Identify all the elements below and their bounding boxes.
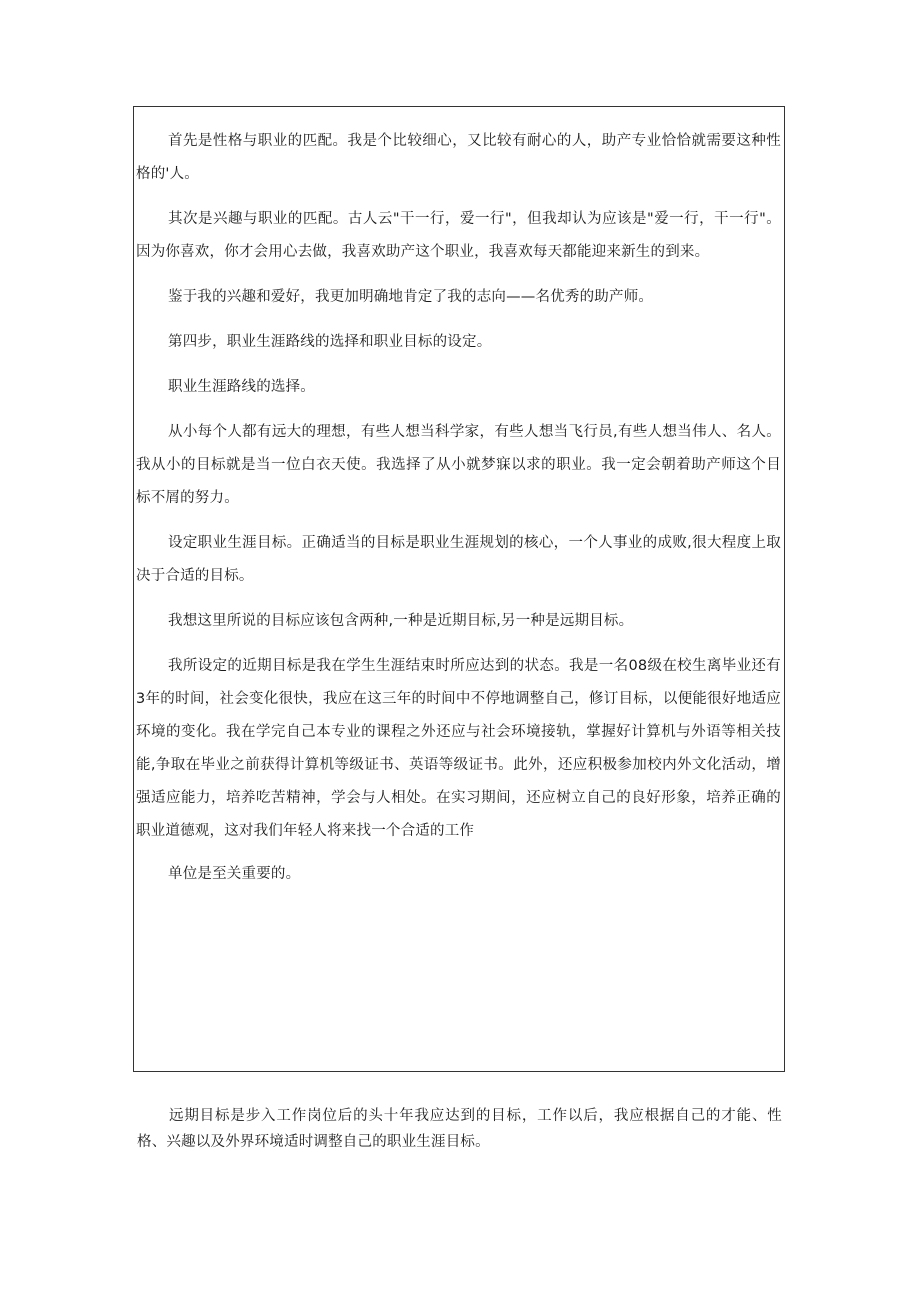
paragraph-route-selection: 职业生涯路线的选择。 xyxy=(168,379,315,395)
outside-text-block xyxy=(137,1103,782,1155)
box-content xyxy=(136,125,781,891)
paragraph-personality-match: 首先是性格与职业的匹配。我是个比较细心，又比较有耐心的人，助产专业恰恰就需要这种性格的'人。 xyxy=(136,133,781,182)
paragraph-aspiration: 鉴于我的兴趣和爱好，我更加明确地肯定了我的志向——名优秀的助产师。 xyxy=(168,289,654,305)
paragraph-long-term-goal: 远期目标是步入工作岗位后的头十年我应达到的目标，工作以后，我应根据自己的才能、性格、兴趣以及外界环境适时调整自己的职业生涯目标。 xyxy=(137,1108,782,1150)
paragraph-set-goals: 设定职业生涯目标。正确适当的目标是职业生涯规划的核心，一个人事业的成败,很大程度上取决于合适的目标。 xyxy=(136,535,781,584)
paragraph-two-goal-types: 我想这里所说的目标应该包含两种,一种是近期目标,另一种是远期目标。 xyxy=(168,613,634,629)
bordered-text-box xyxy=(133,106,785,1072)
paragraph-interest-match: 其次是兴趣与职业的匹配。古人云"干一行，爱一行"，但我却认为应该是"爱一行，干一行"。因为你喜欢，你才会用心去做，我喜欢助产这个职业，我喜欢每天都能迎来新生的到来。 xyxy=(136,211,781,260)
paragraph-short-term-goal: 我所设定的近期目标是我在学生生涯结束时所应达到的状态。我是一名08级在校生离毕业还有3年的时间，社会变化很快，我应在这三年的时间中不停地调整自己，修订目标，以便能很好地适应环境的变化。我在学完自己本专业的课程之外还应与社会环境接轨，掌握好计算机与外语等相关技能,争取在毕业之前获得计算机等级证书、英语等级证书。此外，还应积极参加校内外文化活动，增强适应能力，培养吃苦精神，学会与人相处。在实习期间，还应树立自己的良好形象，培养正确的职业道德观，这对我们年轻人将来找一个合适的工作 xyxy=(136,658,781,839)
paragraph-step-four: 第四步，职业生涯路线的选择和职业目标的设定。 xyxy=(168,334,492,350)
paragraph-childhood-dream: 从小每个人都有远大的理想，有些人想当科学家，有些人想当飞行员,有些人想当伟人、名人。我从小的目标就是当一位白衣天使。我选择了从小就梦寐以求的职业。我一定会朝着助产师这个目标不屑的努力。 xyxy=(136,424,781,506)
paragraph-workplace: 单位是至关重要的。 xyxy=(168,866,301,882)
